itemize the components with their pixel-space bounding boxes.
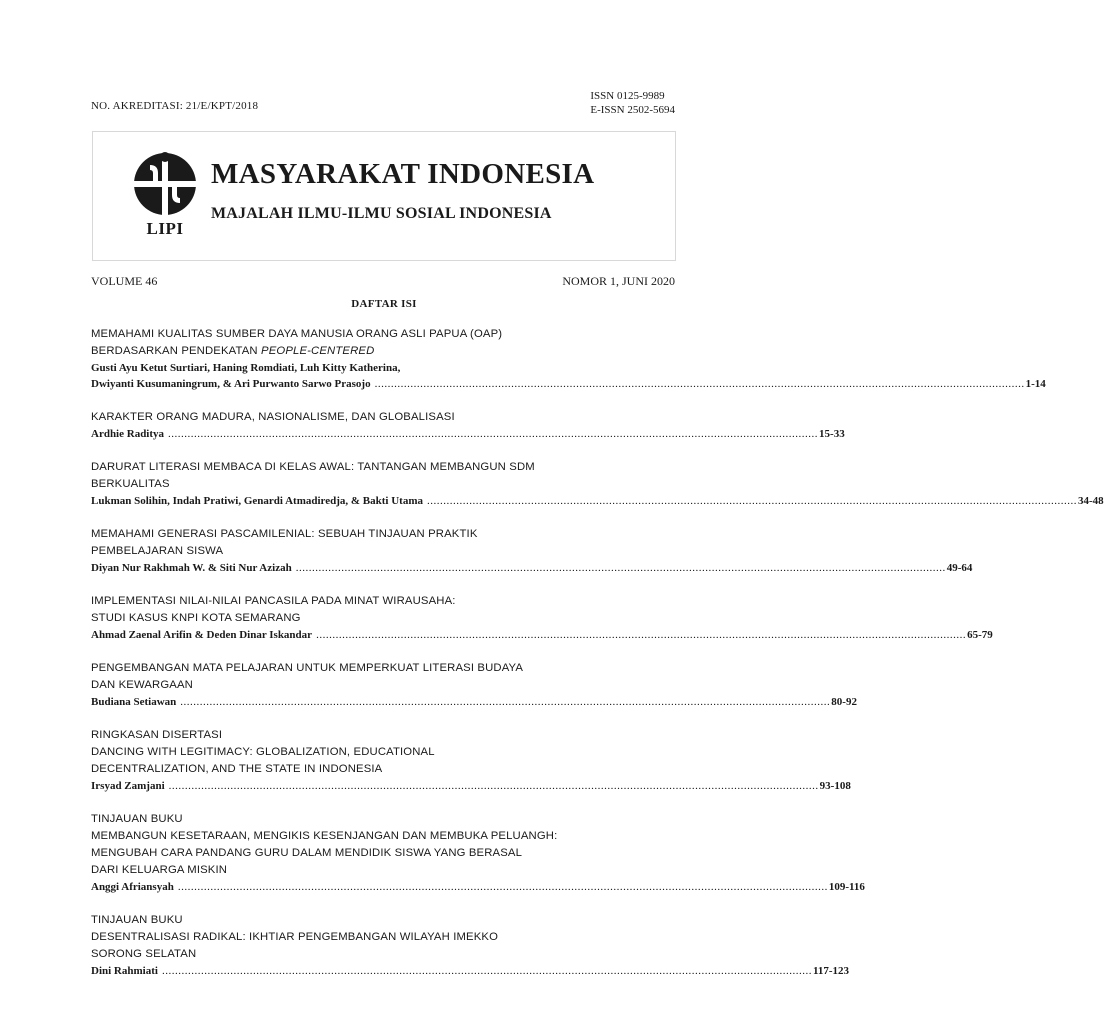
toc-entry-title-line bbox=[91, 343, 676, 360]
author-names: Anggi Afriansyah bbox=[91, 881, 174, 893]
page-range: 80-92 bbox=[831, 696, 857, 708]
title-text: MEMBANGUN KESETARAAN, MENGIKIS KESENJANGAN DAN MEMBUKA PELUANGH: bbox=[91, 830, 558, 842]
title-text: MEMAHAMI GENERASI PASCAMILENIAL: SEBUAH TINJAUAN PRAKTIK bbox=[91, 528, 478, 540]
title-text: TINJAUAN BUKU bbox=[91, 813, 183, 825]
author-names: Dini Rahmiati bbox=[91, 965, 158, 977]
title-text: BERDASARKAN PENDEKATAN bbox=[91, 345, 262, 357]
toc-entry-author-pages bbox=[91, 694, 857, 710]
toc-entry[interactable] bbox=[91, 526, 973, 576]
toc-entry-title-line bbox=[91, 727, 676, 744]
author-names: Irsyad Zamjani bbox=[91, 780, 165, 792]
toc-entry-title-line bbox=[91, 761, 676, 778]
title-text: DESENTRALISASI RADIKAL: IKHTIAR PENGEMBANGAN WILAYAH IMEKKO bbox=[91, 931, 499, 943]
logo-text: LIPI bbox=[146, 219, 184, 238]
issn: ISSN 0125-9989 bbox=[590, 90, 665, 102]
title-text: IMPLEMENTASI NILAI-NILAI PANCASILA PADA MINAT WIRAUSAHA: bbox=[91, 595, 456, 607]
toc-entry-title-line bbox=[91, 409, 676, 426]
journal-title: MASYARAKAT INDONESIA bbox=[211, 158, 595, 190]
toc-entry-title-line bbox=[91, 946, 676, 963]
dot-leader: ........................................................................................................................................................................................................ bbox=[177, 881, 828, 893]
issue-number: NOMOR 1, JUNI 2020 bbox=[562, 274, 675, 288]
toc-entry[interactable] bbox=[91, 409, 845, 442]
page-range: 34-48 bbox=[1077, 495, 1104, 507]
title-text: PENGEMBANGAN MATA PELAJARAN UNTUK MEMPERKUAT LITERASI BUDAYA bbox=[91, 662, 524, 674]
toc-entry-title-line bbox=[91, 326, 676, 343]
toc-entry-title-line bbox=[91, 610, 676, 627]
lipi-logo bbox=[129, 151, 201, 243]
title-italic-text: PEOPLE-CENTERED bbox=[261, 345, 375, 357]
e-issn: E-ISSN 2502-5694 bbox=[590, 104, 675, 116]
toc-entry[interactable] bbox=[91, 593, 993, 643]
dot-leader: ........................................................................................................................................................................................................ bbox=[374, 378, 1025, 390]
toc-entry-author-pages bbox=[91, 426, 845, 442]
volume-label: VOLUME 46 bbox=[91, 274, 158, 288]
issn-block bbox=[590, 89, 675, 117]
author-names: Lukman Solihin, Indah Pratiwi, Genardi Atmadiredja, & Bakti Utama bbox=[91, 495, 423, 507]
toc-entry-author-line: Gusti Ayu Ketut Surtiari, Haning Romdiati, Luh Kitty Katherina, bbox=[91, 362, 401, 374]
title-text: DANCING WITH LEGITIMACY: GLOBALIZATION, EDUCATIONAL bbox=[91, 746, 435, 758]
page-range: 65-79 bbox=[967, 629, 993, 641]
toc-entry-author-pages bbox=[91, 879, 865, 895]
title-text: DARURAT LITERASI MEMBACA DI KELAS AWAL: TANTANGAN MEMBANGUN SDM bbox=[91, 461, 535, 473]
masthead bbox=[92, 131, 676, 261]
page-range: 1-14 bbox=[1025, 378, 1046, 390]
dot-leader: ........................................................................................................................................................................................................ bbox=[161, 965, 812, 977]
title-text: MENGUBAH CARA PANDANG GURU DALAM MENDIDIK SISWA YANG BERASAL bbox=[91, 847, 523, 859]
page-range: 15-33 bbox=[819, 428, 845, 440]
toc-entry[interactable] bbox=[91, 727, 851, 794]
page-range: 93-108 bbox=[819, 780, 851, 792]
toc-entry[interactable] bbox=[91, 660, 857, 710]
dot-leader: ........................................................................................................................................................................................................ bbox=[168, 780, 819, 792]
toc-entry-title-line bbox=[91, 828, 676, 845]
akreditasi-number: NO. AKREDITASI: 21/E/KPT/2018 bbox=[91, 100, 259, 112]
toc-entry-title-line bbox=[91, 811, 676, 828]
title-text: DECENTRALIZATION, AND THE STATE IN INDONESIA bbox=[91, 763, 383, 775]
toc-entry-title-line bbox=[91, 459, 676, 476]
toc-entry-title-line bbox=[91, 912, 676, 929]
title-text: DARI KELUARGA MISKIN bbox=[91, 864, 228, 876]
dot-leader: ........................................................................................................................................................................................................ bbox=[426, 495, 1077, 507]
author-names: Dwiyanti Kusumaningrum, & Ari Purwanto Sarwo Prasojo bbox=[91, 378, 371, 390]
page-range: 109-116 bbox=[828, 881, 865, 893]
dot-leader: ........................................................................................................................................................................................................ bbox=[295, 562, 946, 574]
toc-entry-author-pages bbox=[91, 493, 1104, 509]
table-of-contents bbox=[91, 326, 1104, 996]
toc-entry-title-line bbox=[91, 476, 676, 493]
title-text: DAN KEWARGAAN bbox=[91, 679, 193, 691]
toc-entry[interactable] bbox=[91, 459, 1104, 509]
author-names: Ardhie Raditya bbox=[91, 428, 165, 440]
title-text: TINJAUAN BUKU bbox=[91, 914, 183, 926]
toc-entry-author-pages bbox=[91, 560, 973, 576]
toc-entry-author-pages bbox=[91, 963, 849, 979]
toc-entry[interactable] bbox=[91, 326, 1046, 392]
title-text: PEMBELAJARAN SISWA bbox=[91, 545, 224, 557]
toc-entry[interactable] bbox=[91, 912, 849, 979]
dot-leader: ........................................................................................................................................................................................................ bbox=[316, 629, 967, 641]
page-range: 117-123 bbox=[812, 965, 849, 977]
toc-entry-title-line bbox=[91, 744, 676, 761]
lipi-emblem-icon bbox=[129, 151, 201, 217]
toc-entry-title-line bbox=[91, 845, 676, 862]
toc-entry-title-line bbox=[91, 677, 676, 694]
author-names: Budiana Setiawan bbox=[91, 696, 177, 708]
dot-leader: ........................................................................................................................................................................................................ bbox=[180, 696, 831, 708]
title-text: KARAKTER ORANG MADURA, NASIONALISME, DAN GLOBALISASI bbox=[91, 411, 455, 423]
dot-leader: ........................................................................................................................................................................................................ bbox=[168, 428, 819, 440]
toc-entry-title-line bbox=[91, 862, 676, 879]
toc-entry-title-line bbox=[91, 543, 676, 560]
toc-entry-author-pages bbox=[91, 376, 1046, 392]
author-names: Ahmad Zaenal Arifin & Deden Dinar Iskandar bbox=[91, 629, 313, 641]
title-text: BERKUALITAS bbox=[91, 478, 170, 490]
toc-entry-title-line bbox=[91, 929, 676, 946]
toc-entry[interactable] bbox=[91, 811, 865, 895]
author-names: Diyan Nur Rakhmah W. & Siti Nur Azizah bbox=[91, 562, 292, 574]
page-range: 49-64 bbox=[946, 562, 973, 574]
title-text: RINGKASAN DISERTASI bbox=[91, 729, 223, 741]
toc-entry-title-line bbox=[91, 660, 676, 677]
title-text: MEMAHAMI KUALITAS SUMBER DAYA MANUSIA ORANG ASLI PAPUA (OAP) bbox=[91, 328, 503, 340]
toc-entry-author-pages bbox=[91, 778, 851, 794]
title-text: SORONG SELATAN bbox=[91, 948, 197, 960]
toc-entry-author-pages bbox=[91, 627, 993, 643]
toc-heading: DAFTAR ISI bbox=[351, 298, 417, 310]
title-text: STUDI KASUS KNPI KOTA SEMARANG bbox=[91, 612, 301, 624]
journal-subtitle: MAJALAH ILMU-ILMU SOSIAL INDONESIA bbox=[211, 205, 552, 222]
toc-entry-title-line bbox=[91, 526, 676, 543]
toc-entry-title-line bbox=[91, 593, 676, 610]
